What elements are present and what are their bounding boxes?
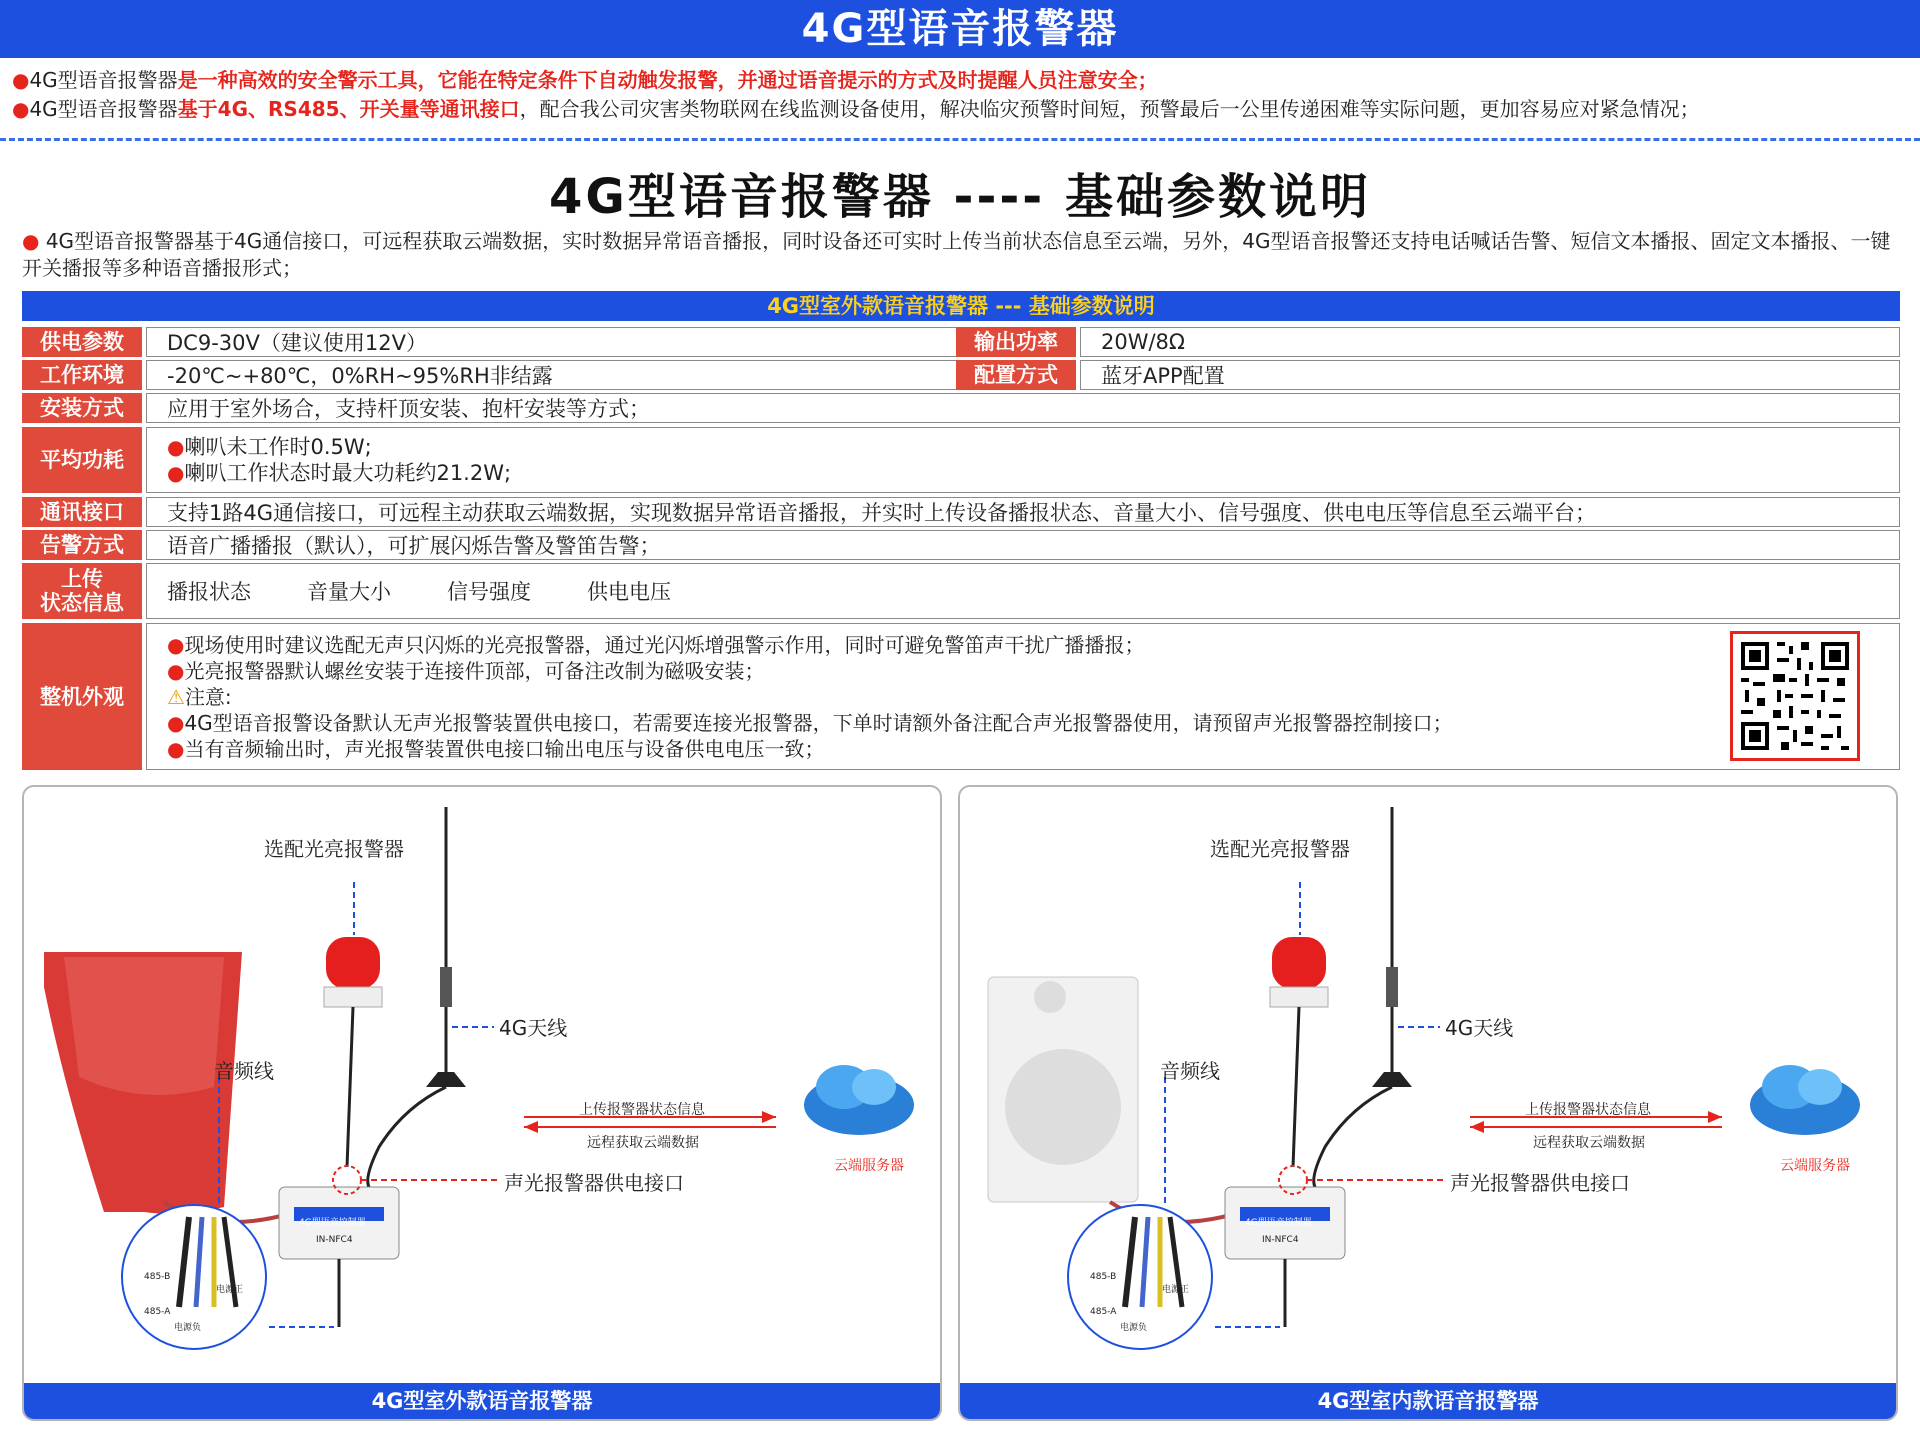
appearance-note-text: 注意: [184,684,232,709]
controller-model: IN-NFC4 [1262,1235,1299,1245]
dashed-divider [0,138,1920,141]
audio-line-label: 音频线 [214,1059,274,1083]
antenna-label: 4G天线 [499,1016,568,1040]
wire-485b-label: 485-B [144,1272,171,1282]
upload-item: 信号强度 [447,580,531,604]
upload-item: 播报状态 [167,580,251,604]
comm-value: 支持1路4G通信接口，可远程主动获取云端数据，实现数据异常语音播报，并实时上传设备播报状态、音量大小、信号强度、供电电压等信息至云端平台； [146,497,1900,527]
section-title: 4G型语音报警器 ---- 基础参数说明 [549,169,1371,225]
table-row-power [22,327,1900,357]
outdoor-diagram-panel [22,785,942,1421]
output-power-label: 输出功率 [956,327,1076,357]
wire-485b-label: 485-B [1090,1272,1117,1282]
controller-title: 4G型语音控制器 [1245,1218,1312,1228]
table-row-install [22,393,1900,423]
bullet-icon: ● [167,658,185,683]
indoor-caption: 4G型室内款语音报警器 [960,1383,1896,1419]
upload-status-label: 上传报警器状态信息 [1525,1102,1651,1118]
install-label: 安装方式 [22,393,142,423]
upload-label-line-1: 上传 [61,567,103,591]
alarm-value: 语音广播播报（默认），可扩展闪烁告警及警笛告警； [146,530,1900,560]
comm-label: 通讯接口 [22,497,142,527]
light-label: 选配光亮报警器 [1210,837,1350,861]
appearance-line-3-text: 4G型语音报警设备默认无声光报警装置供电接口，若需要连接光报警器，下单时请额外备注配合声光报警器使用，请预留声光报警器控制接口； [184,710,1453,735]
install-value: 应用于室外场合，支持杆顶安装、抱杆安装等方式； [146,393,1900,423]
bullet-icon: ● [167,461,185,485]
consumption-line-1-text: 喇叭未工作时0.5W; [184,435,372,459]
appearance-note [167,684,232,710]
page-banner [0,0,1920,58]
table-row-appearance [22,623,1900,770]
power-label: 供电参数 [22,327,142,357]
bullet-icon: ● [12,97,30,121]
qr-code [1730,631,1860,761]
fetch-data-label: 远程获取云端数据 [587,1135,699,1151]
upload-item: 供电电压 [587,580,671,604]
appearance-line-4 [167,736,824,762]
appearance-line-2-text: 光亮报警器默认螺丝安装于连接件顶部，可备注改制为磁吸安装； [184,658,765,683]
section-description [22,228,1902,282]
upload-label-line-2: 状态信息 [40,591,124,615]
config-value: 蓝牙APP配置 [1080,360,1900,390]
consumption-line-2 [167,460,511,486]
intro-block [12,66,1912,124]
section-description-text: 4G型语音报警器基于4G通信接口，可远程获取云端数据，实时数据异常语音播报，同时设备还可实时上传当前状态信息至云端，另外，4G型语音报警还支持电话喊话告警、短信文本播报、固定文本播报、一键开关播报等多种语音播报形式； [22,229,1891,280]
upload-label [22,563,142,619]
table-row-environment [22,360,1900,390]
environment-value: -20℃~+80℃，0%RH~95%RH非结露 [146,360,972,390]
cloud-server-label: 云端服务器 [834,1158,904,1174]
light-label: 选配光亮报警器 [264,837,404,861]
appearance-line-2 [167,658,764,684]
bullet-icon: ● [167,435,185,459]
upload-status-label: 上传报警器状态信息 [579,1102,705,1118]
intro-line-2 [12,95,1912,124]
intro-line-2-suffix: ，配合我公司灾害类物联网在线监测设备使用，解决临灾预警时间短，预警最后一公里传递困难等实际问题，更加容易应对紧急情况； [519,97,1700,121]
audio-line-label: 音频线 [1160,1059,1220,1083]
intro-line-2-highlight: 基于4G、RS485、开关量等通讯接口 [177,97,520,121]
appearance-value [146,623,1900,770]
bullet-icon: ● [12,68,30,92]
antenna-label: 4G天线 [1445,1016,1514,1040]
wire-pos-label: 电源正 [216,1285,244,1295]
upload-value [146,563,1900,619]
appearance-line-3 [167,710,1453,736]
controller-model: IN-NFC4 [316,1235,353,1245]
appearance-line-1-text: 现场使用时建议选配无声只闪烁的光亮报警器，通过光闪烁增强警示作用，同时可避免警笛声干扰广播播报； [184,632,1145,657]
fetch-data-label: 远程获取云端数据 [1533,1135,1645,1151]
environment-label: 工作环境 [22,360,142,390]
indoor-diagram-panel [958,785,1898,1421]
config-label: 配置方式 [956,360,1076,390]
output-power-value: 20W/8Ω [1080,327,1900,357]
wire-neg-label: 电源负 [174,1323,202,1333]
power-port-label: 声光报警器供电接口 [504,1171,684,1195]
appearance-line-1 [167,632,1144,658]
power-value: DC9-30V（建议使用12V） [146,327,972,357]
intro-line-1-highlight: 是一种高效的安全警示工具，它能在特定条件下自动触发报警，并通过语音提示的方式及时提醒人员注意安全； [177,68,1158,92]
consumption-value [146,427,1900,493]
upload-item: 音量大小 [307,580,391,604]
warning-icon: ⚠ [167,684,185,709]
table-row-comm [22,497,1900,527]
wire-485a-label: 485-A [144,1307,171,1317]
bullet-icon: ● [167,710,185,735]
appearance-label: 整机外观 [22,623,142,770]
alarm-label: 告警方式 [22,530,142,560]
cloud-server-label: 云端服务器 [1780,1158,1850,1174]
outdoor-diagram-graphic [24,787,940,1383]
table-row-consumption [22,427,1900,493]
outdoor-caption: 4G型室外款语音报警器 [24,1383,940,1419]
bullet-icon: ● [167,736,185,761]
intro-line-2-prefix: 4G型语音报警器 [29,97,178,121]
wire-neg-label: 电源负 [1120,1323,1148,1333]
bullet-icon: ● [167,632,185,657]
bullet-icon: ● [22,229,40,253]
intro-line-1-prefix: 4G型语音报警器 [29,68,178,92]
consumption-line-1 [167,434,372,460]
banner-title: 4G型语音报警器 [801,6,1119,52]
wire-pos-label: 电源正 [1162,1285,1190,1295]
consumption-line-2-text: 喇叭工作状态时最大功耗约21.2W; [184,461,512,485]
power-port-label: 声光报警器供电接口 [1450,1171,1630,1195]
indoor-diagram-graphic [960,787,1896,1383]
intro-line-1 [12,66,1912,95]
consumption-label: 平均功耗 [22,427,142,493]
appearance-line-4-text: 当有音频输出时，声光报警装置供电接口输出电压与设备供电电压一致； [184,736,825,761]
table-row-upload [22,563,1900,619]
wire-485a-label: 485-A [1090,1307,1117,1317]
qr-code-image [1733,634,1857,758]
controller-title: 4G型语音控制器 [299,1218,366,1228]
table-header: 4G型室外款语音报警器 --- 基础参数说明 [22,291,1900,321]
table-row-alarm [22,530,1900,560]
